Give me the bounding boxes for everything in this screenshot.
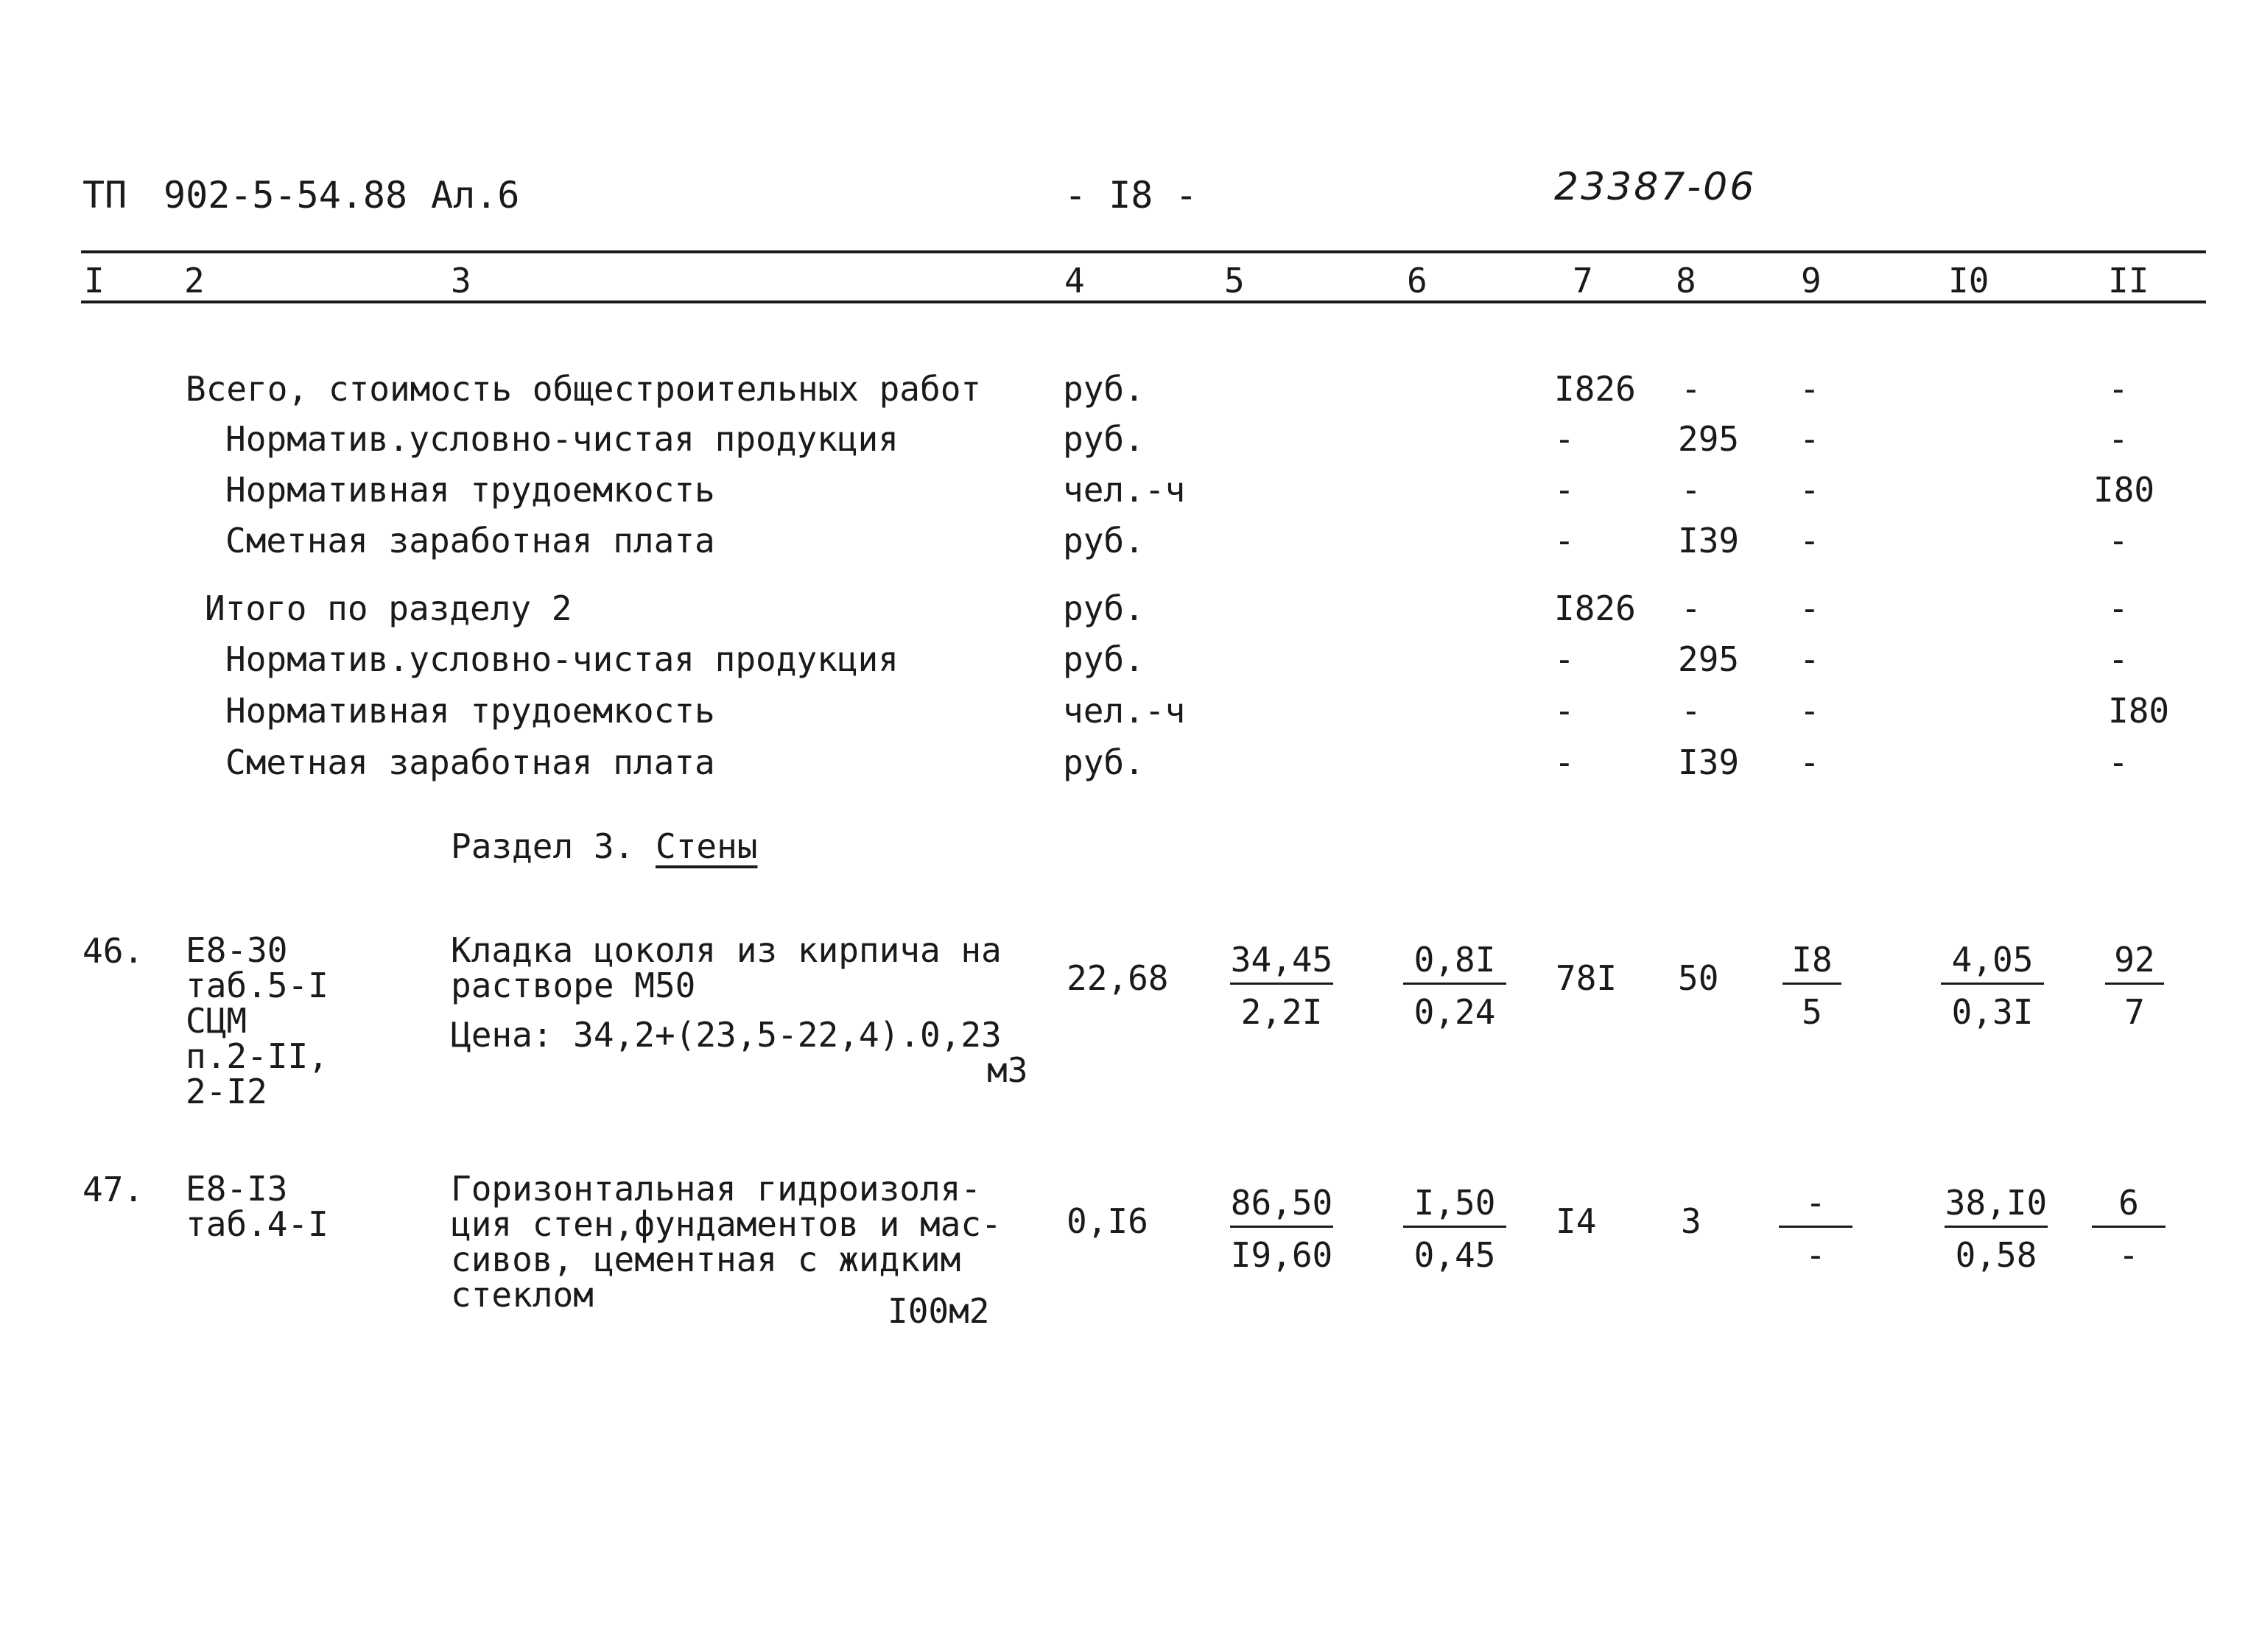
summary-unit: руб. xyxy=(1063,521,1145,560)
fraction-bottom: 5 xyxy=(1802,992,1822,1032)
item-unit: м3 xyxy=(987,1050,1028,1090)
item-quantity: 0,I6 xyxy=(1067,1201,1148,1241)
fraction-top: 4,05 xyxy=(1941,943,2044,985)
item-price-note: Цена: 34,2+(23,5-22,4).0,23 xyxy=(451,1015,1002,1055)
fraction-top: - xyxy=(1779,1186,1852,1228)
item-unit: I00м2 xyxy=(888,1291,990,1331)
summary-col8: 295 xyxy=(1678,639,1740,679)
col-10-header: I0 xyxy=(1948,261,1989,300)
summary-col11: I80 xyxy=(2093,470,2155,510)
summary-col7: - xyxy=(1554,521,1575,560)
col-2-header: 2 xyxy=(184,261,205,300)
item-code: Е8-I3 таб.4-I xyxy=(186,1169,329,1244)
summary-label: Норматив.условно-чистая продукция xyxy=(225,639,899,679)
inventory-number: 23387-06 xyxy=(1554,165,1757,209)
album-number: Ал.6 xyxy=(431,174,520,217)
item-col7: I4 xyxy=(1556,1201,1597,1241)
summary-label: Норматив.условно-чистая продукция xyxy=(225,419,899,459)
fraction-bottom: 0,45 xyxy=(1413,1235,1496,1275)
col-5-header: 5 xyxy=(1224,261,1245,300)
summary-unit: руб. xyxy=(1063,369,1145,409)
doc-number: 902-5-54.88 xyxy=(164,174,408,217)
summary-col11: - xyxy=(2108,369,2129,409)
summary-label: Итого по разделу 2 xyxy=(205,588,572,628)
section-prefix: Раздел 3. xyxy=(451,826,635,866)
summary-col11: I80 xyxy=(2108,691,2170,731)
item-number: 46. xyxy=(82,931,144,971)
item-col6-fraction xyxy=(1403,940,1506,1032)
col-4-header: 4 xyxy=(1064,261,1085,300)
summary-col9: - xyxy=(1799,691,1820,731)
summary-col7: - xyxy=(1554,470,1575,510)
summary-unit: чел.-ч xyxy=(1063,691,1186,731)
summary-col11: - xyxy=(2108,588,2129,628)
summary-col11: - xyxy=(2108,742,2129,782)
fraction-top: 6 xyxy=(2092,1186,2166,1228)
col-8-header: 8 xyxy=(1676,261,1696,300)
summary-col9: - xyxy=(1799,419,1820,459)
header-top-rule xyxy=(81,250,2206,253)
summary-col7: - xyxy=(1554,419,1575,459)
fraction-bottom: 7 xyxy=(2124,992,2145,1032)
section-name: Стены xyxy=(656,826,758,866)
item-col5-fraction xyxy=(1230,1183,1333,1275)
col-1-header: I xyxy=(84,261,105,300)
item-code: Е8-30 таб.5-I СЦМ п.2-II, 2-I2 xyxy=(186,930,329,1111)
summary-col9: - xyxy=(1799,639,1820,679)
summary-label: Всего, стоимость общестроительных работ xyxy=(186,369,982,409)
fraction-top: 86,50 xyxy=(1230,1186,1333,1228)
summary-label: Нормативная трудоемкость xyxy=(225,691,715,731)
item-col8: 3 xyxy=(1681,1201,1701,1241)
fraction-top: I,50 xyxy=(1403,1186,1506,1228)
fraction-bottom: 0,58 xyxy=(1955,1235,2037,1275)
fraction-bottom: I9,60 xyxy=(1230,1235,1333,1275)
fraction-bottom: 2,2I xyxy=(1240,992,1323,1032)
summary-label: Сметная заработная плата xyxy=(225,521,715,560)
summary-col8: - xyxy=(1681,369,1701,409)
summary-col8: - xyxy=(1681,470,1701,510)
item-description: Кладка цоколя из кирпича на растворе М50 xyxy=(451,930,1002,1005)
col-7-header: 7 xyxy=(1573,261,1593,300)
item-col9-fraction xyxy=(1782,940,1841,1032)
item-col6-fraction xyxy=(1403,1183,1506,1275)
summary-col8: I39 xyxy=(1678,521,1740,560)
fraction-bottom: 0,3I xyxy=(1951,992,2034,1032)
fraction-bottom: - xyxy=(2118,1235,2139,1275)
item-col9-fraction xyxy=(1779,1183,1852,1275)
item-quantity: 22,68 xyxy=(1067,958,1169,998)
item-col8: 50 xyxy=(1678,958,1719,998)
summary-col8: - xyxy=(1681,588,1701,628)
fraction-top: 34,45 xyxy=(1230,943,1333,985)
header-bottom-rule xyxy=(81,300,2206,303)
summary-col9: - xyxy=(1799,470,1820,510)
summary-col8: 295 xyxy=(1678,419,1740,459)
fraction-bottom: 0,24 xyxy=(1413,992,1496,1032)
fraction-top: I8 xyxy=(1782,943,1841,985)
page-number: - I8 - xyxy=(1064,174,1198,217)
summary-unit: руб. xyxy=(1063,419,1145,459)
summary-col9: - xyxy=(1799,369,1820,409)
col-6-header: 6 xyxy=(1407,261,1427,300)
summary-col7: - xyxy=(1554,639,1575,679)
col-3-header: 3 xyxy=(451,261,471,300)
summary-unit: руб. xyxy=(1063,639,1145,679)
item-col5-fraction xyxy=(1230,940,1333,1032)
item-col10-fraction xyxy=(1945,1183,2048,1275)
summary-col8: - xyxy=(1681,691,1701,731)
item-number: 47. xyxy=(82,1170,144,1209)
summary-label: Сметная заработная плата xyxy=(225,742,715,782)
summary-unit: руб. xyxy=(1063,742,1145,782)
summary-col7: I826 xyxy=(1554,588,1636,628)
summary-col11: - xyxy=(2108,419,2129,459)
item-description: Горизонтальная гидроизоля- ция стен,фундаментов и мас- сивов, цементная с жидким стеклом xyxy=(451,1169,1002,1315)
fraction-bottom: - xyxy=(1805,1235,1826,1275)
col-11-header: II xyxy=(2108,261,2149,300)
item-col7: 78I xyxy=(1556,958,1618,998)
fraction-top: 38,I0 xyxy=(1945,1186,2048,1228)
summary-col11: - xyxy=(2108,521,2129,560)
fraction-top: 92 xyxy=(2105,943,2164,985)
item-col11-fraction xyxy=(2105,940,2164,1032)
item-col11-fraction xyxy=(2092,1183,2166,1275)
summary-col8: I39 xyxy=(1678,742,1740,782)
summary-label: Нормативная трудоемкость xyxy=(225,470,715,510)
item-col10-fraction xyxy=(1941,940,2044,1032)
summary-col9: - xyxy=(1799,588,1820,628)
summary-col11: - xyxy=(2108,639,2129,679)
summary-col7: I826 xyxy=(1554,369,1636,409)
summary-col9: - xyxy=(1799,742,1820,782)
summary-unit: чел.-ч xyxy=(1063,470,1186,510)
summary-col7: - xyxy=(1554,691,1575,731)
doc-code: ТП xyxy=(82,174,127,217)
col-9-header: 9 xyxy=(1801,261,1822,300)
summary-col9: - xyxy=(1799,521,1820,560)
summary-col7: - xyxy=(1554,742,1575,782)
fraction-top: 0,8I xyxy=(1403,943,1506,985)
summary-unit: руб. xyxy=(1063,588,1145,628)
